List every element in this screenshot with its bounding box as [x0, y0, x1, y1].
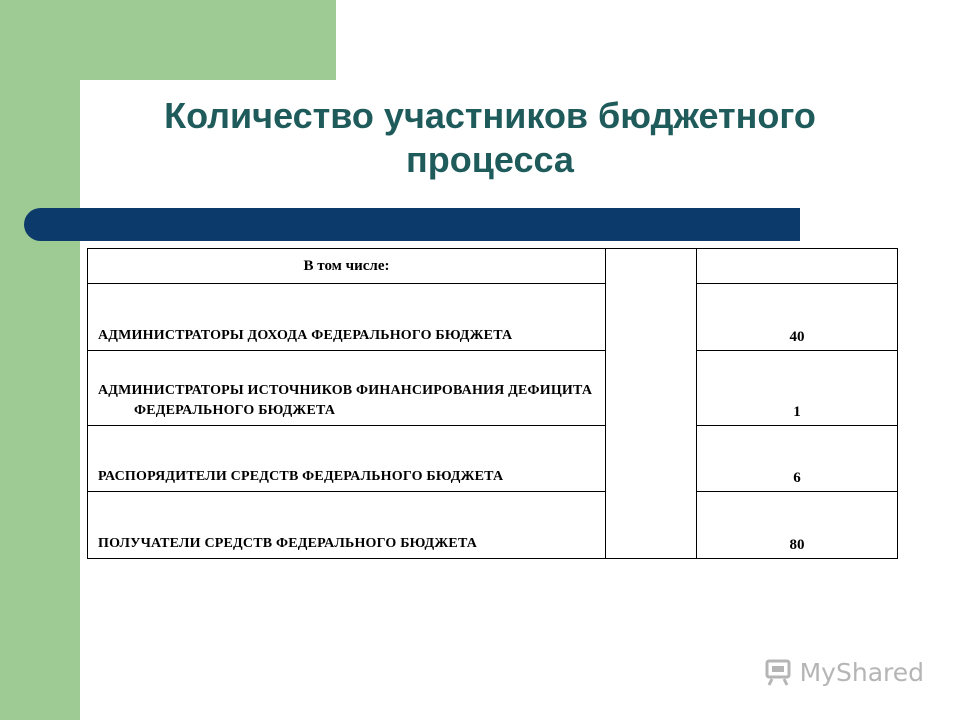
table-header-row — [88, 249, 898, 284]
watermark-text: MyShared — [799, 657, 924, 687]
row-value: 40 — [697, 284, 898, 351]
row-value: 1 — [697, 351, 898, 426]
slide-title-line-2: процесса — [406, 139, 574, 180]
participants-table — [87, 248, 898, 559]
row-label: АДМИНИСТРАТОРЫ ИСТОЧНИКОВ ФИНАНСИРОВАНИЯ ДЕФИЦИТА ФЕДЕРАЛЬНОГО БЮДЖЕТА — [98, 383, 593, 418]
presentation-icon — [764, 657, 794, 687]
table-row — [88, 351, 898, 426]
row-label: ПОЛУЧАТЕЛИ СРЕДСТВ ФЕДЕРАЛЬНОГО БЮДЖЕТА — [98, 536, 478, 551]
row-label-cell — [88, 351, 606, 426]
table-merged-empty-cell — [606, 249, 697, 559]
table-header-label: В том числе: — [88, 249, 606, 284]
watermark — [764, 657, 924, 687]
side-green-band — [0, 0, 80, 720]
accent-bar — [24, 208, 800, 241]
table-header-value-cell — [697, 249, 898, 284]
row-label-cell — [88, 492, 606, 559]
top-green-band — [80, 0, 336, 80]
row-label: РАСПОРЯДИТЕЛИ СРЕДСТВ ФЕДЕРАЛЬНОГО БЮДЖЕТА — [98, 469, 504, 484]
row-label-cell — [88, 284, 606, 351]
slide-title-line-1: Количество участников бюджетного — [164, 95, 816, 136]
row-label: АДМИНИСТРАТОРЫ ДОХОДА ФЕДЕРАЛЬНОГО БЮДЖЕТА — [98, 328, 513, 343]
row-value: 6 — [697, 426, 898, 492]
slide-title — [80, 94, 900, 182]
table-row — [88, 426, 898, 492]
row-value: 80 — [697, 492, 898, 559]
table-row — [88, 492, 898, 559]
table-row — [88, 284, 898, 351]
row-label-cell — [88, 426, 606, 492]
